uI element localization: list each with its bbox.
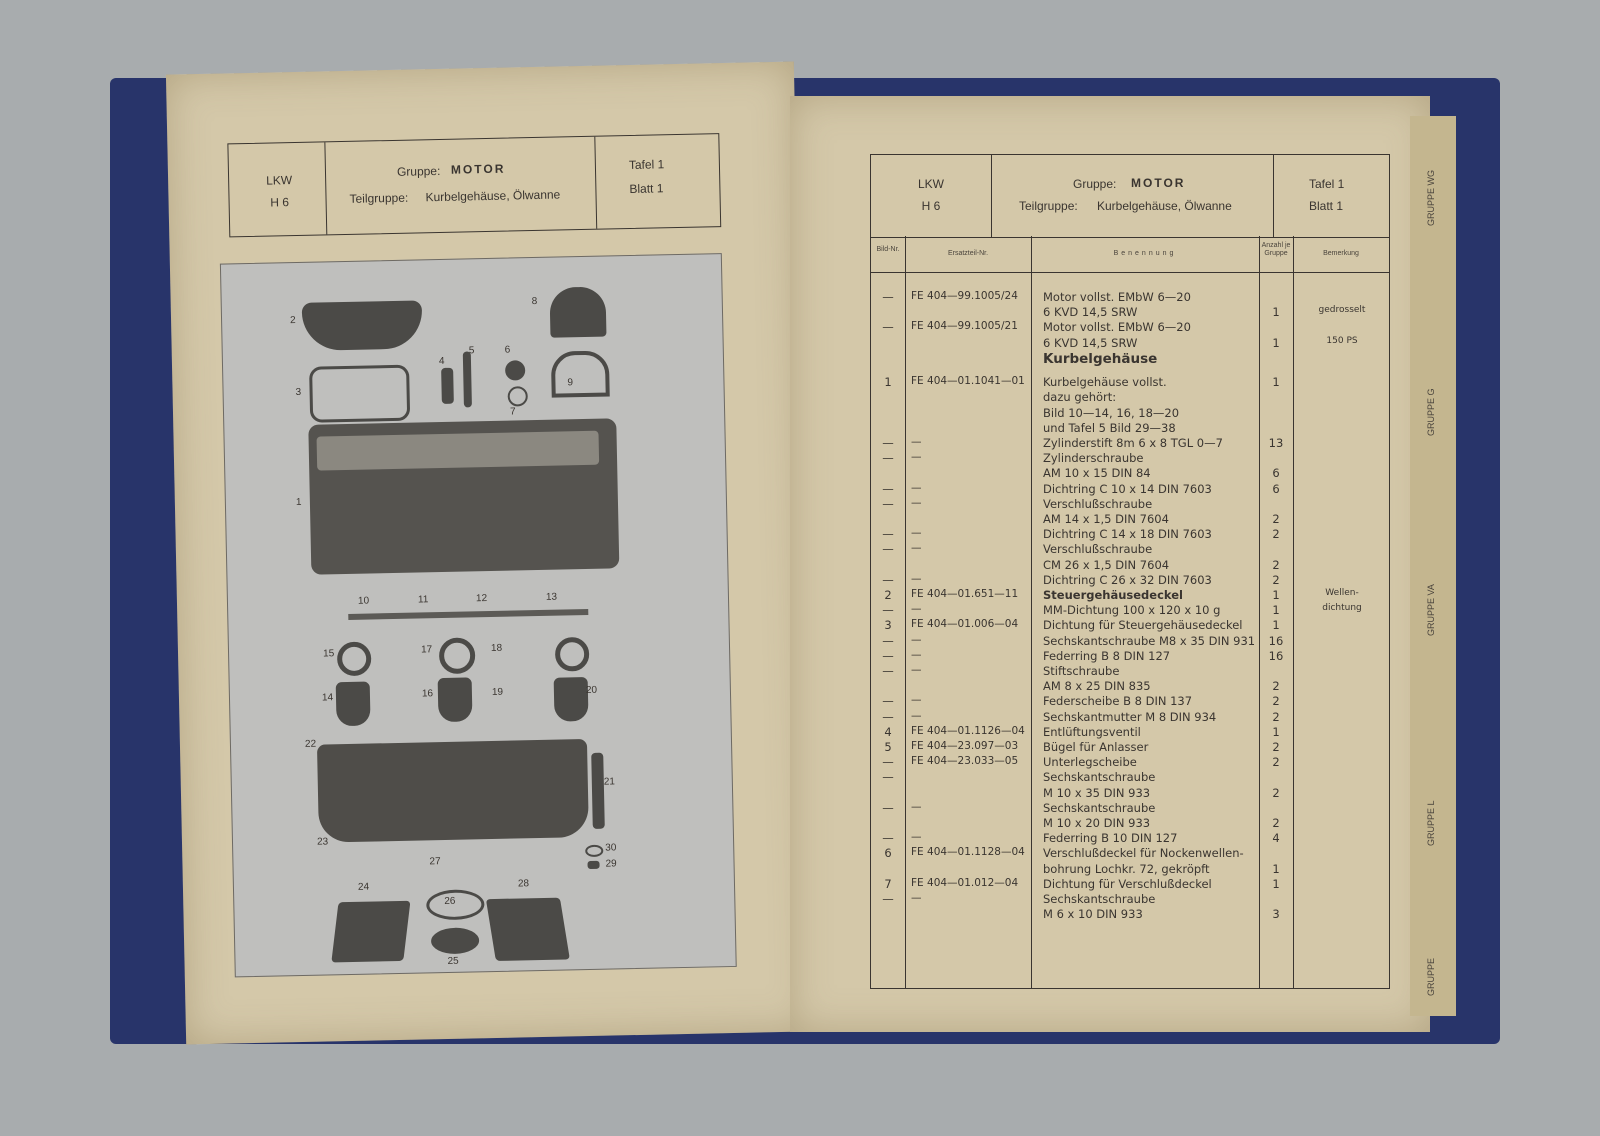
row-qty: 3 [1272, 907, 1280, 922]
fig-label-23: 23 [316, 836, 329, 848]
row-bild: — [882, 496, 894, 511]
row-nr: — [911, 496, 922, 509]
row-nr: — [911, 481, 922, 494]
row-bild: — [882, 633, 894, 648]
fig-label-11: 11 [417, 594, 429, 606]
row-text: Dichtring C 26 x 32 DIN 7603 [1043, 572, 1212, 587]
row-bild: — [882, 451, 894, 466]
col-bemerkung: Bemerkung [1323, 250, 1359, 257]
row-bild: — [882, 800, 894, 815]
row-qty: 16 [1268, 633, 1284, 648]
row-qty: 2 [1272, 709, 1280, 724]
vehicle-label-right: LKW [917, 177, 944, 191]
row-qty: 1 [1272, 305, 1280, 320]
row-text: Bügel für Anlasser [1043, 739, 1149, 754]
blatt-label-right: Blatt 1 [1309, 199, 1344, 213]
fig-label-6: 6 [504, 344, 511, 356]
tab-label: GRUPPE [1426, 957, 1436, 996]
table-header-rule [871, 272, 1389, 273]
group-prefix: Gruppe: [396, 163, 441, 179]
row-nr: FE 404—01.1126—04 [911, 724, 1025, 737]
group-prefix-right: Gruppe: [1073, 177, 1117, 191]
tab-label: GRUPPE L [1426, 800, 1436, 846]
row-nr: — [911, 572, 922, 585]
row-nr: — [911, 891, 922, 904]
row-qty: 1 [1272, 375, 1280, 390]
row-nr: — [911, 694, 922, 707]
tafel-label: Tafel 1 [628, 157, 665, 173]
tab-label: GRUPPE G [1426, 388, 1436, 436]
row-text: M 6 x 10 DIN 933 [1043, 907, 1143, 922]
right-header-box [870, 154, 1390, 238]
row-text: Sechskantschraube [1043, 891, 1156, 906]
row-text: Entlüftungsventil [1043, 724, 1141, 739]
row-text: und Tafel 5 Bild 29—38 [1043, 420, 1176, 435]
row-bild: — [882, 831, 894, 846]
row-qty: 1 [1272, 587, 1280, 602]
fig-label-5: 5 [468, 345, 475, 357]
tab-label: GRUPPE WG [1426, 169, 1436, 226]
row-nr: FE 404—01.651—11 [911, 587, 1019, 600]
row-bild: — [882, 891, 894, 906]
row-qty: 2 [1272, 739, 1280, 754]
row-nr: — [911, 800, 922, 813]
col-anzahl: Anzahl je Gruppe [1261, 242, 1291, 257]
control-cover-part [302, 300, 423, 351]
subgroup-prefix: Teilgruppe: [349, 190, 409, 206]
blatt-label: Blatt 1 [629, 181, 664, 196]
breather-valve-part [441, 368, 454, 404]
row-qty: 2 [1272, 557, 1280, 572]
fig-label-10: 10 [357, 595, 370, 607]
row-text: Sechskantschraube M8 x 35 DIN 931 [1043, 633, 1256, 648]
row-qty: 2 [1272, 679, 1280, 694]
cover-plate-left [331, 901, 410, 963]
fig-label-25: 25 [447, 955, 459, 967]
row-nr: FE 404—99.1005/21 [911, 320, 1018, 333]
oil-pan-part [317, 739, 589, 843]
row-text: M 10 x 20 DIN 933 [1043, 815, 1151, 830]
row-text: Zylinderstift 8m 6 x 8 TGL 0—7 [1043, 435, 1223, 450]
row-qty: 2 [1272, 694, 1280, 709]
row-qty: 1 [1272, 603, 1280, 618]
row-text: Unterlegscheibe [1043, 755, 1137, 770]
fig-label-30: 30 [605, 842, 617, 854]
left-page [166, 62, 814, 1045]
right-page [790, 96, 1436, 1032]
small-ring-30 [585, 845, 603, 857]
cover-plate-right [486, 898, 570, 961]
row-bild: — [882, 435, 894, 450]
row-text: 6 KVD 14,5 SRW [1043, 335, 1138, 350]
row-text: CM 26 x 1,5 DIN 7604 [1043, 557, 1170, 572]
row-text: Dichtung für Steuergehäusedeckel [1043, 618, 1243, 633]
row-text: Verschlußschraube [1043, 496, 1153, 511]
fig-label-18: 18 [490, 642, 503, 654]
row-bild: 2 [884, 587, 892, 602]
row-qty: 1 [1272, 876, 1280, 891]
row-bild: 4 [884, 724, 892, 739]
cover-disc-part [505, 360, 525, 380]
row-qty: 16 [1268, 648, 1284, 663]
row-text: AM 14 x 1,5 DIN 7604 [1043, 511, 1169, 526]
fig-label-17: 17 [420, 644, 433, 656]
row-qty: 1 [1272, 724, 1280, 739]
row-note: Wellen- [1325, 587, 1359, 598]
fig-label-19: 19 [491, 686, 504, 698]
crankcase-top-part [317, 431, 600, 471]
row-text: Verschlußschraube [1043, 542, 1153, 557]
fig-label-4: 4 [438, 355, 445, 368]
fig-label-3: 3 [295, 386, 302, 399]
fig-label-27: 27 [429, 856, 441, 868]
row-text: Federring B 10 DIN 127 [1043, 831, 1178, 846]
row-bild: 1 [884, 375, 892, 390]
bearing-shell-mid [439, 637, 476, 674]
bracket-part [463, 351, 472, 407]
row-bild: — [882, 648, 894, 663]
row-bild: 7 [884, 876, 892, 891]
row-bild: — [882, 572, 894, 587]
bearing-cap-mid [438, 677, 473, 722]
row-note: 150 PS [1326, 335, 1358, 346]
fig-label-13: 13 [545, 591, 558, 603]
row-nr: FE 404—99.1005/24 [911, 290, 1018, 302]
row-bild: — [882, 709, 894, 724]
row-qty: 1 [1272, 618, 1280, 633]
tafel-label-right: Tafel 1 [1309, 177, 1345, 191]
group-tabs [1410, 116, 1456, 1016]
vehicle-label: LKW [265, 173, 293, 188]
col-ersatzteil-nr: Ersatzteil-Nr. [947, 250, 989, 257]
fig-label-22: 22 [304, 738, 317, 750]
row-bild: — [882, 320, 894, 335]
row-nr: — [911, 633, 922, 646]
row-text: Federring B 8 DIN 127 [1043, 648, 1171, 663]
row-text: Motor vollst. EMbW 6—20 [1043, 290, 1191, 304]
row-text: Sechskantschraube [1043, 800, 1156, 815]
row-text: Stiftschraube [1043, 663, 1120, 678]
row-text: Verschlußdeckel für Nockenwellen- [1043, 846, 1244, 861]
row-nr: — [911, 648, 922, 661]
fig-label-14: 14 [321, 692, 334, 704]
row-nr: — [911, 542, 922, 555]
fig-label-9: 9 [567, 377, 574, 389]
fig-label-26: 26 [444, 895, 456, 908]
flywheel-housing-part [549, 287, 606, 338]
row-text: MM-Dichtung 100 x 120 x 10 g [1043, 603, 1221, 618]
row-qty: 2 [1272, 527, 1280, 542]
fig-label-29: 29 [605, 858, 617, 870]
row-note: gedrosselt [1318, 305, 1366, 316]
subgroup-prefix-right: Teilgruppe: [1019, 199, 1078, 213]
row-nr: — [911, 527, 922, 540]
row-qty: 2 [1272, 511, 1280, 526]
row-bild: — [882, 663, 894, 678]
fig-label-12: 12 [475, 593, 488, 605]
row-nr: — [911, 709, 922, 722]
row-nr: FE 404—01.012—04 [911, 876, 1019, 889]
row-nr: FE 404—01.1128—04 [911, 846, 1025, 859]
row-text: AM 8 x 25 DIN 835 [1043, 679, 1151, 694]
row-qty: 4 [1272, 831, 1280, 846]
row-bild: 5 [884, 739, 892, 754]
row-text: Dichtring C 14 x 18 DIN 7603 [1043, 527, 1212, 542]
fig-label-16: 16 [421, 688, 434, 700]
bearing-cap-row [348, 609, 588, 620]
row-nr: FE 404—23.097—03 [911, 739, 1019, 752]
row-text: Bild 10—14, 16, 18—20 [1043, 405, 1180, 420]
row-nr: — [911, 663, 922, 676]
row-text: Sechskantmutter M 8 DIN 934 [1043, 709, 1217, 724]
fig-label-21: 21 [603, 776, 616, 788]
row-bild: — [882, 527, 894, 542]
vehicle-model-right: H 6 [921, 199, 941, 213]
row-text: Dichtung für Verschlußdeckel [1043, 876, 1212, 891]
exploded-view-photo [220, 253, 737, 977]
row-qty: 6 [1272, 466, 1280, 481]
bearing-shell-left [337, 642, 372, 677]
group-name-right: MOTOR [1131, 176, 1186, 190]
fig-label-24: 24 [357, 881, 370, 893]
fig-label-15: 15 [322, 648, 335, 660]
tab-label: GRUPPE VA [1426, 584, 1436, 636]
row-text: 6 KVD 14,5 SRW [1043, 305, 1138, 320]
row-text: Dichtring C 10 x 14 DIN 7603 [1043, 481, 1212, 496]
parts-table [870, 236, 1390, 989]
row-text: Steuergehäusedeckel [1043, 587, 1183, 602]
row-qty: 13 [1268, 435, 1284, 450]
seal-ring-part [508, 386, 528, 406]
row-qty: 1 [1272, 861, 1280, 876]
oil-pan-bracket-part [591, 753, 605, 829]
fig-label-20: 20 [585, 684, 598, 697]
row-text: Motor vollst. EMbW 6—20 [1043, 320, 1191, 335]
row-qty: 2 [1272, 572, 1280, 587]
fig-label-1: 1 [295, 496, 302, 509]
row-bild: 3 [884, 618, 892, 633]
col-bild-nr: Bild-Nr. [876, 246, 900, 253]
small-nut-29 [587, 861, 599, 869]
row-bild: — [882, 755, 894, 770]
row-text: bohrung Lochkr. 72, gekröpft [1043, 861, 1210, 876]
row-text: Kurbelgehäuse vollst. [1043, 375, 1167, 390]
row-text: Federscheibe B 8 DIN 137 [1043, 694, 1193, 709]
fig-label-28: 28 [517, 878, 530, 890]
row-nr: FE 404—01.006—04 [911, 618, 1019, 631]
row-text: dazu gehört: [1043, 390, 1117, 405]
row-bild: — [882, 290, 894, 304]
row-bild: — [882, 542, 894, 557]
row-qty: 2 [1272, 785, 1280, 800]
row-text: Sechskantschraube [1043, 770, 1156, 785]
fig-label-2: 2 [289, 315, 296, 327]
bearing-cap-right [554, 677, 589, 722]
group-name: MOTOR [450, 161, 506, 177]
row-nr: — [911, 831, 922, 844]
subgroup-name-right: Kurbelgehäuse, Ölwanne [1097, 199, 1232, 213]
row-text: M 10 x 35 DIN 933 [1043, 785, 1151, 800]
bearing-cap-left [336, 682, 371, 727]
row-qty: 6 [1272, 481, 1280, 496]
col-benennung: Benennung [1113, 250, 1177, 257]
row-bild: 6 [884, 846, 892, 861]
subgroup-name: Kurbelgehäuse, Ölwanne [425, 187, 561, 205]
vehicle-model: H 6 [270, 195, 290, 210]
row-text: AM 10 x 15 DIN 84 [1043, 466, 1151, 481]
row-qty: 1 [1272, 335, 1280, 350]
row-nr: — [911, 435, 922, 448]
row-qty: 2 [1272, 755, 1280, 770]
wire-bracket-part [551, 350, 610, 397]
row-nr: FE 404—23.033—05 [911, 755, 1019, 768]
row-nr: FE 404—01.1041—01 [911, 375, 1025, 388]
gasket-part [309, 365, 410, 423]
bearing-shell-right [555, 637, 590, 672]
left-header-box [227, 133, 721, 237]
row-bild: — [882, 770, 894, 785]
row-text: Zylinderschraube [1043, 451, 1144, 466]
row-nr: — [911, 451, 922, 464]
row-bild: — [882, 694, 894, 709]
row-note: dichtung [1322, 603, 1362, 614]
row-qty: 2 [1272, 815, 1280, 830]
row-text: Kurbelgehäuse [1043, 350, 1158, 367]
fig-label-8: 8 [531, 295, 538, 308]
row-bild: — [882, 603, 894, 618]
row-bild: — [882, 481, 894, 496]
strainer-disc-part [431, 927, 480, 954]
row-nr: — [911, 603, 922, 616]
fig-label-7: 7 [509, 406, 516, 418]
